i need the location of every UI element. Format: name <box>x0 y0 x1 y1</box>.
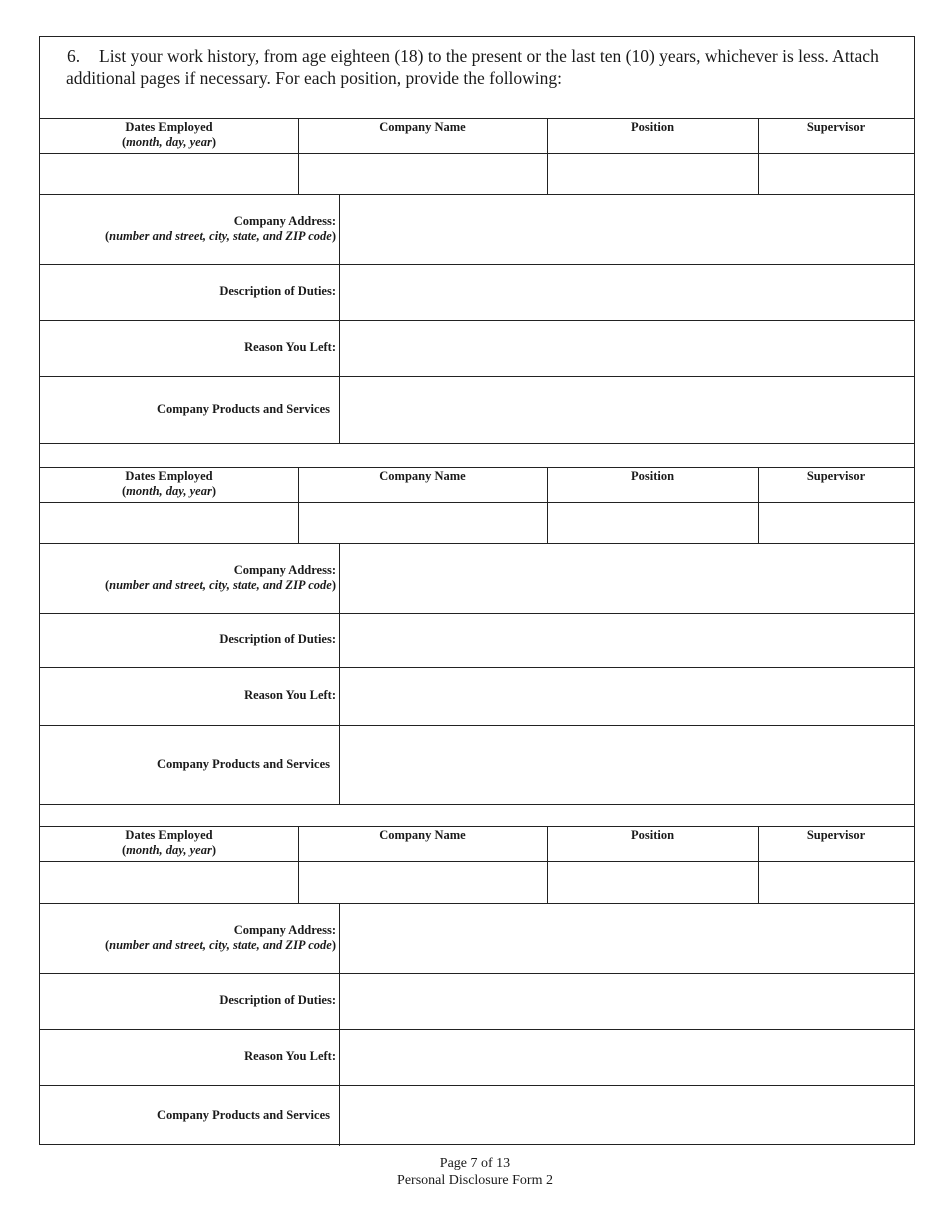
company-address-text: Company Address: <box>233 214 336 228</box>
dates-employed-label: Dates Employed <box>125 469 213 483</box>
dates-employed-field[interactable] <box>40 861 298 903</box>
reason-you-left-label: Reason You Left: <box>244 340 336 354</box>
rule-line <box>40 376 914 377</box>
rule-line <box>40 264 914 265</box>
dates-hint: (month, day, year) <box>122 843 216 857</box>
page-number: Page 7 of 13 <box>439 1156 511 1171</box>
column-rule <box>298 118 299 194</box>
dates-employed-header <box>40 828 298 858</box>
column-rule <box>298 826 299 903</box>
company-name-header: Company Name <box>379 828 466 842</box>
dates-hint: (month, day, year) <box>122 135 216 149</box>
supervisor-header: Supervisor <box>806 120 866 134</box>
position-header: Position <box>630 828 675 842</box>
rule-line <box>40 443 914 444</box>
address-hint-text: number and street, city, state, and ZIP code <box>109 229 332 243</box>
rule-line <box>40 613 914 614</box>
column-rule <box>758 467 759 543</box>
question-number: 6. <box>67 46 81 66</box>
description-of-duties-label: Description of Duties: <box>219 993 336 1007</box>
address-hint-text: number and street, city, state, and ZIP code <box>109 578 332 592</box>
dates-employed-label: Dates Employed <box>125 828 213 842</box>
rule-line <box>40 320 914 321</box>
company-products-field[interactable] <box>340 1085 914 1146</box>
dates-hint-text: month, day, year <box>126 484 212 498</box>
company-products-label: Company Products and Services <box>156 1107 330 1122</box>
rule-line <box>40 543 914 544</box>
address-hint-text: number and street, city, state, and ZIP code <box>109 938 332 952</box>
rule-line <box>40 804 914 805</box>
rule-line <box>40 153 914 154</box>
column-rule <box>547 467 548 543</box>
position-header: Position <box>630 469 675 483</box>
supervisor-field[interactable] <box>758 861 914 903</box>
form-name: Personal Disclosure Form 2 <box>397 1173 553 1188</box>
rule-line <box>40 502 914 503</box>
column-rule <box>547 826 548 903</box>
column-rule <box>339 543 340 804</box>
rule-line <box>40 1085 914 1086</box>
rule-line <box>40 1029 914 1030</box>
address-hint: (number and street, city, state, and ZIP code) <box>104 578 336 592</box>
description-of-duties-label: Description of Duties: <box>219 284 336 298</box>
description-of-duties-label: Description of Duties: <box>219 632 336 646</box>
dates-hint: (month, day, year) <box>122 484 216 498</box>
company-address-text: Company Address: <box>233 563 336 577</box>
column-rule <box>758 826 759 903</box>
column-rule <box>298 467 299 543</box>
company-products-label: Company Products and Services <box>156 401 330 416</box>
company-address-label <box>40 923 336 953</box>
question-body: List your work history, from age eighteen (18) to the present or the last ten (10) years, whichever is less. Attach additional pages if necessary. For each position, provide the following: <box>66 46 879 88</box>
company-name-field[interactable] <box>298 861 547 903</box>
supervisor-header: Supervisor <box>806 469 866 483</box>
company-name-header: Company Name <box>379 120 466 134</box>
rule-line <box>40 194 914 195</box>
company-products-label: Company Products and Services <box>156 756 330 771</box>
reason-you-left-label: Reason You Left: <box>244 688 336 702</box>
column-rule <box>758 118 759 194</box>
supervisor-header: Supervisor <box>806 828 866 842</box>
rule-line <box>40 667 914 668</box>
divider <box>40 826 914 827</box>
position-header: Position <box>630 120 675 134</box>
company-address-text: Company Address: <box>233 923 336 937</box>
company-address-field[interactable] <box>340 903 914 973</box>
column-rule <box>339 903 340 1146</box>
address-hint: (number and street, city, state, and ZIP code) <box>104 229 336 243</box>
reason-you-left-label: Reason You Left: <box>244 1049 336 1063</box>
position-field[interactable] <box>547 861 758 903</box>
address-hint: (number and street, city, state, and ZIP code) <box>104 938 336 952</box>
employment-entry <box>40 37 914 1144</box>
rule-line <box>40 725 914 726</box>
column-rule <box>547 118 548 194</box>
dates-hint-text: month, day, year <box>126 843 212 857</box>
dates-hint-text: month, day, year <box>126 135 212 149</box>
column-rule <box>339 194 340 443</box>
work-history-form <box>39 36 915 1145</box>
description-of-duties-field[interactable] <box>340 973 914 1029</box>
reason-you-left-field[interactable] <box>340 1029 914 1085</box>
rule-line <box>40 973 914 974</box>
company-name-header: Company Name <box>379 469 466 483</box>
rule-line <box>40 903 914 904</box>
dates-employed-label: Dates Employed <box>125 120 213 134</box>
rule-line <box>40 861 914 862</box>
